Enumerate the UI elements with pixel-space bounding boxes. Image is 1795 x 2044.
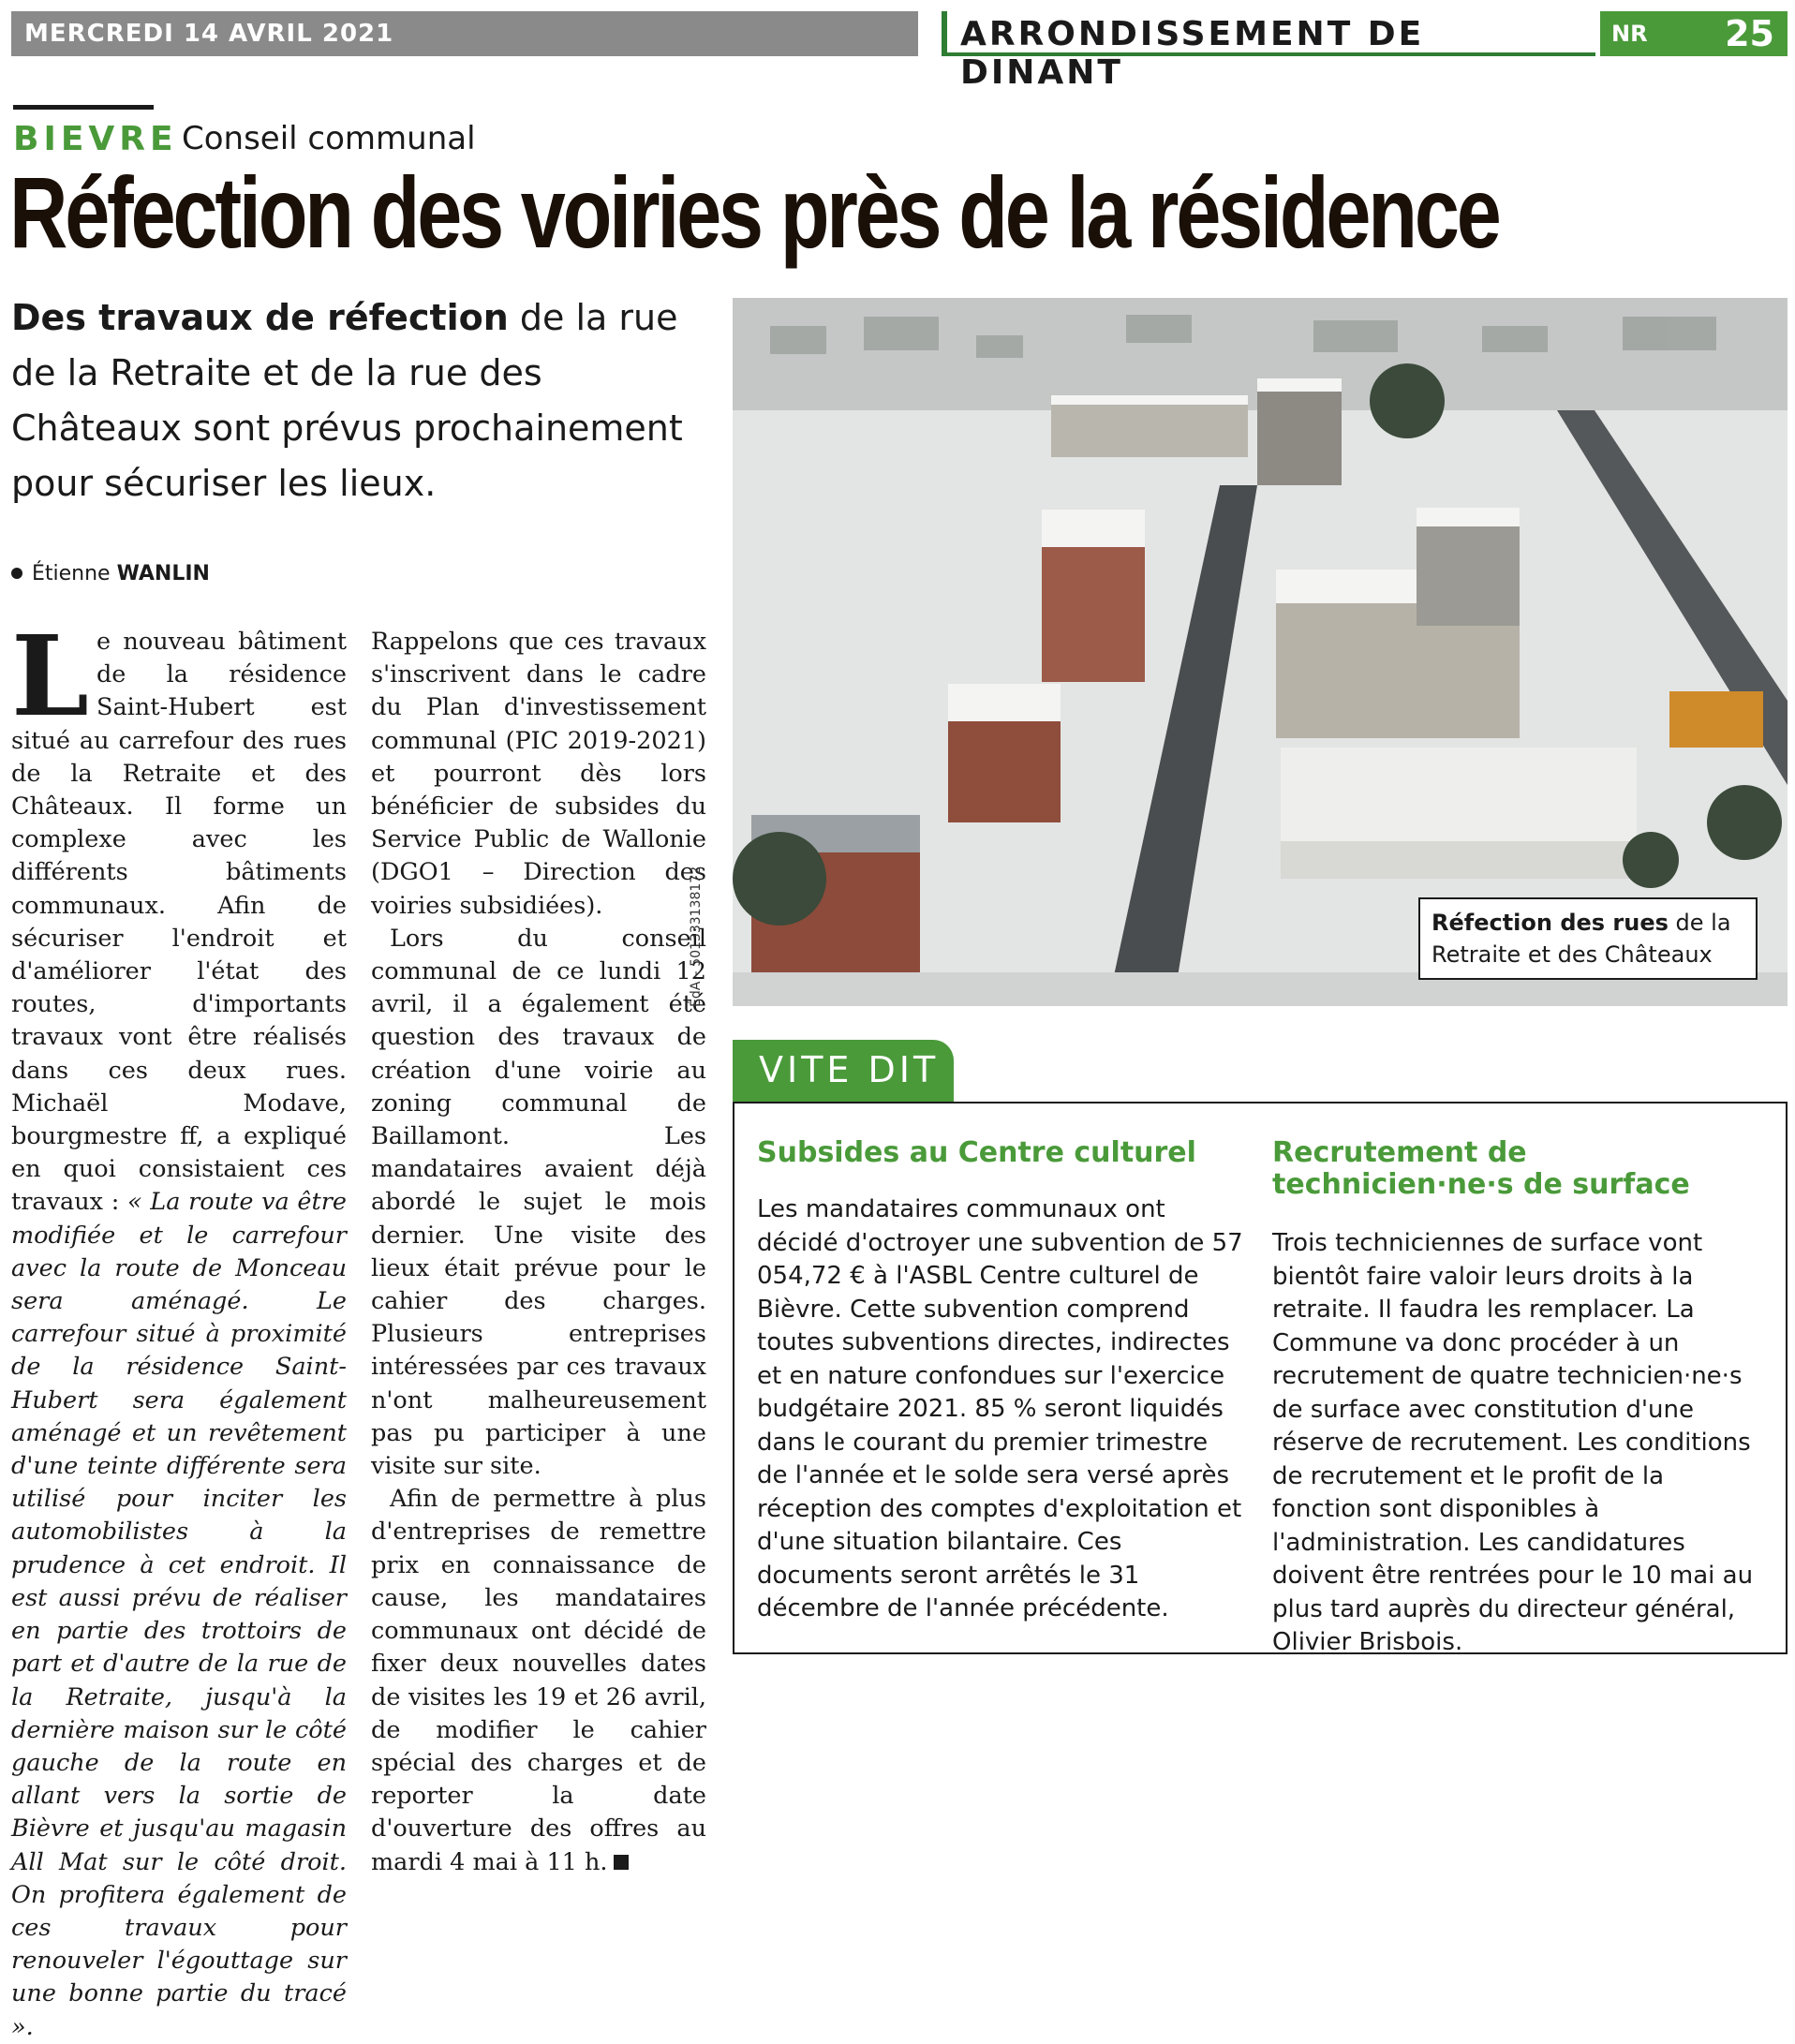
col2-paragraph-3-text: Afin de permettre à plus d'entreprises de remettre prix en connaissance de cause, les mandataires communaux ont décidé de fixer deux nouvelles dates de visites les 19 et 26 avril, de modifier le cahier spécial des charges et de reporter la date d'ouverture des offres au mardi 4 mai à 11 h. [371,1485,706,1876]
lead-bold: Des travaux de réfection [11,297,509,338]
author-last-name: WANLIN [116,562,210,585]
section-header [942,11,1595,92]
photo-caption [1418,897,1758,980]
vite-dit-label: VITE DIT [759,1049,940,1090]
mayor-quote: « La route va être modifiée et le carrefour avec la route de Monceau sera aménagé. Le carrefour situé à proximité de la résidence Saint-Hubert sera également aménagé et un revêtement d'une teinte différente sera utilisé pour inciter les automobilistes à la prudence à cet endroit. Il est aussi prévu de réaliser en partie des trottoirs de part et d'autre de la rue de la Retraite, jusqu'à la dernière maison sur le côté gauche de la route en allant vers la sortie de Bièvre et jusqu'au magasin All Mat sur le côté droit. On profitera également de ces travaux pour renouveler l'égouttage sur une bonne partie du tracé ». [11,1188,347,2041]
lead-paragraph [11,290,723,511]
kicker-rule [13,105,154,110]
brief-1-body: Les mandataires communaux ont décidé d'octroyer une subvention de 57 054,72 € à l'ASBL Centre culturel de Bièvre. Cette subvention comprend toutes subventions directes, indirectes et en nature confondues sur l'exercice budgétaire 2021. 85 % seront liquidés dans le courant du premier trimestre de l'année et le solde sera versé après réception des comptes d'exploitation et d'une situation bilantaire. Ces documents seront arrêtés le 31 décembre de l'année précédente. [757,1195,1243,1622]
brief-1-title: Subsides au Centre culturel [757,1136,1196,1169]
issue-date: MERCREDI 14 AVRIL 2021 [24,20,394,48]
col2-paragraph-2: Lors du conseil communal de ce lundi 12 avril, il a également été question des travaux de création d'une voirie au zoning communal de Baillamont. Les mandataires avaient déjà abordé le sujet le mois dernier. Une visite des lieux était prévue pour le cahier des charges. Plusieurs entreprises intéressées par ces travaux n'ont malheureusement pas pu participer à une visite sur site. [371,924,706,1481]
col1-text: e nouveau bâtiment de la résidence Saint-Hubert est situé au carrefour des rues de la Retraite et des Châteaux. Il forme un complexe avec les différents bâtiments communaux. Afin de sécuriser l'endroit et d'améliorer l'état des routes, d'importants travaux vont être réalisés dans ces deux rues. Michaël Modave, bourgmestre ff, a expliqué en quoi consistaient ces travaux : [11,628,347,1217]
byline [11,562,210,585]
caption-rest: de la Retraite et des Châteaux [1432,910,1731,968]
kicker-location: BIEVRE [13,120,178,158]
author-first-name: Étienne [32,562,111,585]
brief-2-body: Trois techniciennes de surface vont bientôt faire valoir leurs droits à la retraite. Il faudra les remplacer. La Commune va donc procéder à un recrutement de quatre technicien·ne·s de surface avec constitution d'une réserve de recrutement. Les conditions de recrutement et le profit de la fonction sont disponibles à l'administration. Les candidatures doivent être rentrées pour le 10 mai au plus tard auprès du directeur général, Olivier Brisbois. [1272,1229,1754,1656]
paper-badge [1600,11,1788,56]
photo-credit: ÉdA – 501333138172 [689,866,704,1007]
headline: Réfection des voiries près de la résidence [9,156,1499,269]
section-title: ARRONDISSEMENT DE DINANT [960,15,1425,92]
col2-paragraph-3 [371,1483,706,1878]
end-mark-icon [614,1855,629,1870]
article-column-2 [371,626,706,1879]
brief-2-title: Recrutement de technicien·ne·s de surface [1272,1136,1690,1201]
paper-logo: NR [1611,21,1648,47]
byline-bullet-icon [11,568,22,579]
col2-paragraph-1: Rappelons que ces travaux s'inscrivent dans le cadre du Plan d'investissement communal (PIC 2019-2021) et pourront dès lors bénéficier de subsides du Service Public de Wallonie (DGO1 – Direction des voiries subsidiées). [371,628,706,920]
dropcap: L [11,611,89,741]
caption-bold: Réfection des rues [1432,910,1669,936]
vite-dit-tab [733,1040,954,1102]
lead-rest: de la rue de la Retraite et de la rue des Châteaux sont prévus prochainement pour sécuriser les lieux. [11,297,683,504]
col1-paragraph [11,611,347,2044]
page-number: 25 [1725,13,1774,54]
date-bar [11,11,918,56]
kicker-topic: Conseil communal [182,120,476,157]
article-column-1 [11,611,347,2044]
